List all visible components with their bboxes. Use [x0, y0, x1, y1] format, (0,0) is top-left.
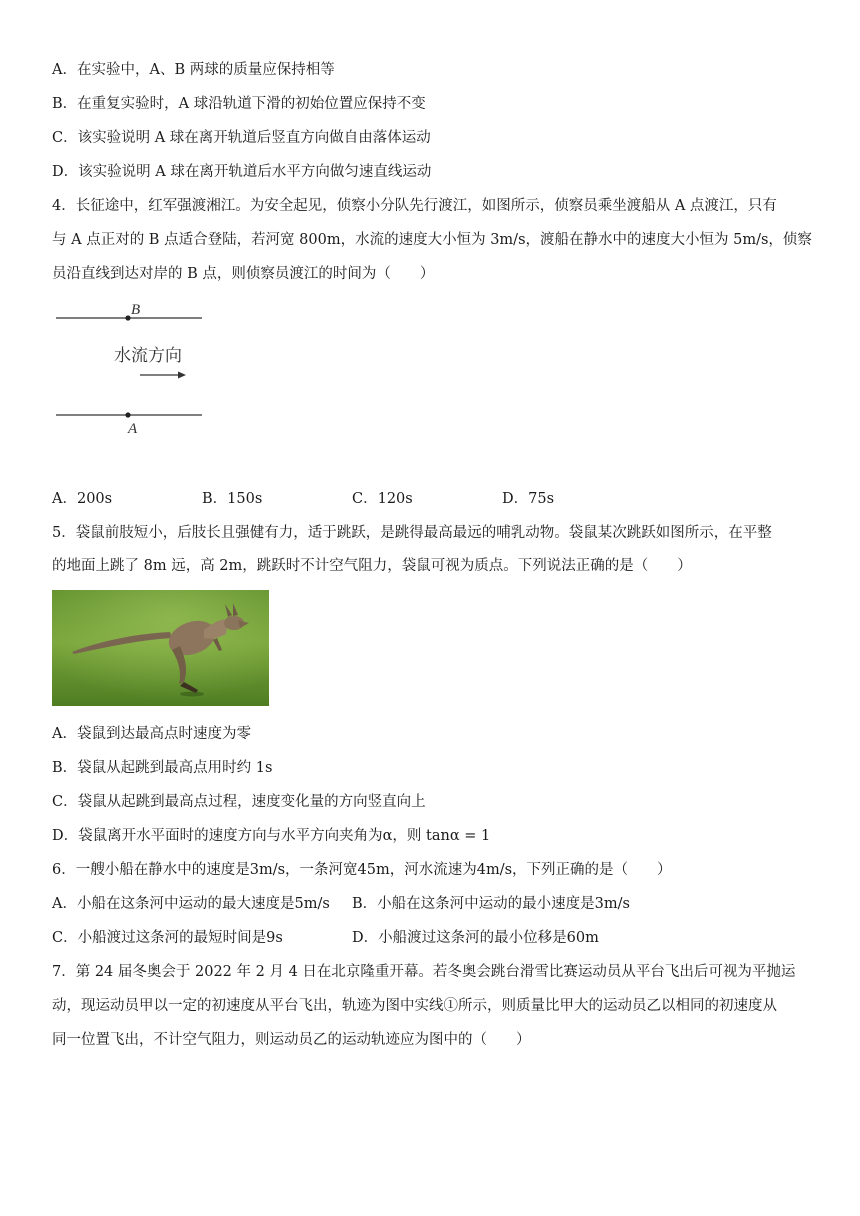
q3-option-a: A．在实验中，A、B 两球的质量应保持相等 — [52, 62, 335, 78]
q4-stem-line-1: 4．长征途中，红军强渡湘江。为安全起见，侦察小分队先行渡江，如图所示，侦察员乘坐渡船从 A 点渡江，只有 — [52, 198, 777, 214]
q6-stem: 6．一艘小船在静水中的速度是3m/s，一条河宽45m，河水流速为4m/s，下列正确的是（ ） — [52, 862, 672, 878]
point-a-label: A — [128, 421, 138, 437]
q4-option-b: B．150s — [202, 491, 263, 507]
point-b-label: B — [131, 302, 141, 318]
q5-option-a: A．袋鼠到达最高点时速度为零 — [52, 726, 251, 742]
flow-direction-label: 水流方向 — [114, 346, 182, 366]
q4-stem-line-2: 与 A 点正对的 B 点适合登陆，若河宽 800m，水流的速度大小恒为 3m/s，渡船在静水中的速度大小恒为 5m/s，侦察 — [52, 232, 812, 248]
q4-option-c: C．120s — [352, 491, 413, 507]
q6-option-d: D．小船渡过这条河的最小位移是60m — [352, 930, 599, 946]
q7-stem-line-2: 动，现运动员甲以一定的初速度从平台飞出，轨迹为图中实线①所示，则质量比甲大的运动员乙以相同的初速度从 — [52, 998, 777, 1014]
kangaroo-photo — [52, 590, 269, 706]
river-crossing-figure — [52, 298, 212, 438]
river-diagram — [52, 298, 212, 438]
flow-arrow-icon — [178, 372, 186, 379]
q5-option-d: D．袋鼠离开水平面时的速度方向与水平方向夹角为α，则 tanα = 1 — [52, 828, 491, 844]
q3-option-b: B．在重复实验时，A 球沿轨道下滑的初始位置应保持不变 — [52, 96, 426, 112]
q3-option-c: C．该实验说明 A 球在离开轨道后竖直方向做自由落体运动 — [52, 130, 431, 146]
point-b-dot — [125, 315, 130, 320]
q4-option-d: D．75s — [502, 491, 555, 507]
q5-option-c: C．袋鼠从起跳到最高点过程，速度变化量的方向竖直向上 — [52, 794, 426, 810]
q3-option-d: D．该实验说明 A 球在离开轨道后水平方向做匀速直线运动 — [52, 164, 432, 180]
q6-option-a: A．小船在这条河中运动的最大速度是5m/s — [52, 896, 330, 912]
q6-option-b: B．小船在这条河中运动的最小速度是3m/s — [352, 896, 630, 912]
q7-stem-line-1: 7．第 24 届冬奥会于 2022 年 2 月 4 日在北京隆重开幕。若冬奥会跳台滑雪比赛运动员从平台飞出后可视为平抛运 — [52, 964, 796, 980]
point-a-dot — [125, 412, 130, 417]
q4-option-a: A．200s — [52, 491, 113, 507]
q5-stem-line-2: 的地面上跳了 8m 远，高 2m，跳跃时不计空气阻力，袋鼠可视为质点。下列说法正确的是（ ） — [52, 558, 692, 574]
q6-option-c: C．小船渡过这条河的最短时间是9s — [52, 930, 283, 946]
kangaroo-image — [52, 590, 269, 706]
q7-stem-line-3: 同一位置飞出，不计空气阻力，则运动员乙的运动轨迹应为图中的（ ） — [52, 1032, 531, 1048]
q5-option-b: B．袋鼠从起跳到最高点用时约 1s — [52, 760, 273, 776]
q4-stem-line-3: 员沿直线到达对岸的 B 点，则侦察员渡江的时间为（ ） — [52, 266, 435, 282]
q5-stem-line-1: 5．袋鼠前肢短小，后肢长且强健有力，适于跳跃，是跳得最高最远的哺乳动物。袋鼠某次跳跃如图所示，在平整 — [52, 525, 772, 541]
